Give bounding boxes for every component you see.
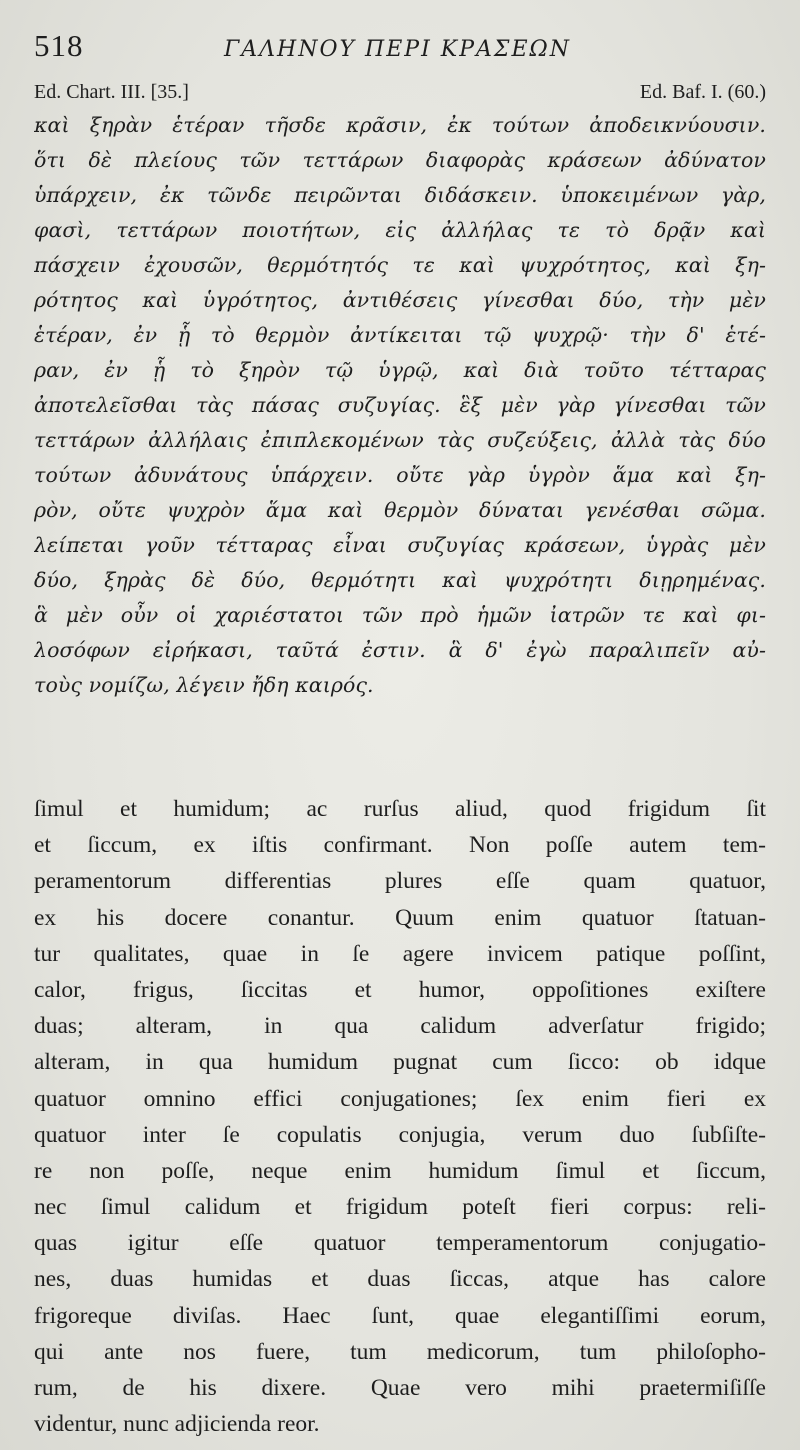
latin-text-line: tur qualitates, quae in ſe agere invicem patique poſſint, [34, 940, 766, 967]
greek-text-line: ρότητος καὶ ὑγρότητος, ἀντιθέσεις γίνεσθαι δύο, τὴν μὲν [34, 288, 766, 312]
greek-text-line: ὑπάρχειν, ἐκ τῶνδε πειρῶνται διδάσκειν. ὑποκειμένων γὰρ, [34, 183, 766, 207]
latin-text-line: quatuor omnino effici conjugationes; ſex enim fieri ex [34, 1085, 766, 1112]
greek-text-line: ὅτι δὲ πλείους τῶν τεττάρων διαφορὰς κράσεων ἀδύνατον [34, 148, 766, 172]
greek-text-line: πάσχειν ἐχουσῶν, θερμότητός τε καὶ ψυχρότητος, καὶ ξη- [34, 253, 766, 277]
latin-text-line: et ſiccum, ex iſtis confirmant. Non poſſe autem tem- [34, 832, 766, 859]
greek-text-line: λείπεται γοῦν τέτταρας εἶναι συζυγίας κράσεων, ὑγρὰς μὲν [34, 533, 766, 557]
latin-text-line: frigoreque diviſas. Haec ſunt, quae elegantiſſimi eorum, [34, 1302, 766, 1329]
latin-text-line: nes, duas humidas et duas ſiccas, atque has calore [34, 1266, 766, 1293]
latin-text-line: qui ante nos fuere, tum medicorum, tum philoſopho- [34, 1338, 766, 1365]
greek-text-line: λοσόφων εἰρήκασι, ταῦτά ἐστιν. ἃ δ' ἐγὼ παραλιπεῖν αὐ- [34, 638, 766, 662]
latin-text-line: re non poſſe, neque enim humidum ſimul et ſiccum, [34, 1157, 766, 1184]
greek-text-line: δύο, ξηρὰς δὲ δύο, θερμότητι καὶ ψυχρότητι διῃρημένας. [34, 568, 766, 592]
latin-text-line: peramentorum differentias plures eſſe quam quatuor, [34, 868, 766, 895]
latin-text-line: ex his docere conantur. Quum enim quatuor ſtatuan- [34, 904, 766, 931]
edition-reference-right: Ed. Baf. I. (60.) [639, 81, 766, 103]
greek-text-block [34, 108, 766, 703]
greek-text-line: τούτων ἀδυνάτους ὑπάρχειν. οὔτε γὰρ ὑγρὸν ἅμα καὶ ξη- [34, 463, 766, 487]
greek-text-line: ἑτέραν, ἐν ᾗ τὸ θερμὸν ἀντίκειται τῷ ψυχρῷ· τὴν δ' ἑτέ- [34, 323, 766, 347]
latin-text-line: ſimul et humidum; ac rurſus aliud, quod frigidum ſit [34, 796, 766, 822]
running-title: ΓΑΛΗΝΟΥ ΠΕΡΙ ΚΡΑΣΕΩΝ [224, 37, 571, 62]
greek-text-line: ραν, ἐν ᾗ τὸ ξηρὸν τῷ ὑγρῷ, καὶ διὰ τοῦτο τέτταρας [34, 358, 766, 382]
greek-text-line: ρὸν, οὔτε ψυχρὸν ἅμα καὶ θερμὸν δύναται γενέσθαι σῶμα. [34, 498, 766, 522]
edition-reference-left: Ed. Chart. III. [35.] [34, 81, 189, 103]
latin-text-line: rum, de his dixere. Quae vero mihi praetermiſiſſe [34, 1375, 766, 1401]
latin-text-line: duas; alteram, in qua calidum adverſatur frigido; [34, 1013, 766, 1040]
greek-text-line: τεττάρων ἀλλήλαις ἐπιπλεκομένων τὰς συζεύξεις, ἀλλὰ τὰς δύο [34, 428, 766, 452]
latin-translation-block [34, 791, 766, 1442]
latin-text-line: nec ſimul calidum et frigidum poteſt fieri corpus: reli- [34, 1194, 766, 1221]
page-number: 518 [34, 28, 84, 63]
greek-text-line: ἃ μὲν οὖν οἱ χαριέστατοι τῶν πρὸ ἡμῶν ἰατρῶν τε καὶ φι- [34, 603, 766, 627]
latin-text-line: alteram, in qua humidum pugnat cum ſicco: ob idque [34, 1049, 766, 1076]
latin-text-line: videntur, nunc adjicienda reor. [34, 1411, 320, 1438]
running-head [34, 28, 766, 78]
latin-text-line: quatuor inter ſe copulatis conjugia, verum duo ſubſiſte- [34, 1121, 766, 1148]
greek-text-line: τοὺς νομίζω, λέγειν ἤδη καιρός. [34, 673, 374, 697]
latin-text-line: quas igitur eſſe quatuor temperamentorum conjugatio- [34, 1230, 766, 1257]
greek-text-line: ἀποτελεῖσθαι τὰς πάσας συζυγίας. ἓξ μὲν γὰρ γίνεσθαι τῶν [34, 393, 766, 417]
edition-reference-line [34, 78, 766, 106]
greek-text-line: φασὶ, τεττάρων ποιοτήτων, εἰς ἀλλήλας τε τὸ δρᾷν καὶ [34, 218, 766, 242]
greek-text-line: καὶ ξηρὰν ἑτέραν τῆσδε κρᾶσιν, ἐκ τούτων ἀποδεικνύουσιν. [34, 113, 766, 137]
latin-text-line: calor, frigus, ſiccitas et humor, oppoſitiones exiſtere [34, 976, 766, 1003]
